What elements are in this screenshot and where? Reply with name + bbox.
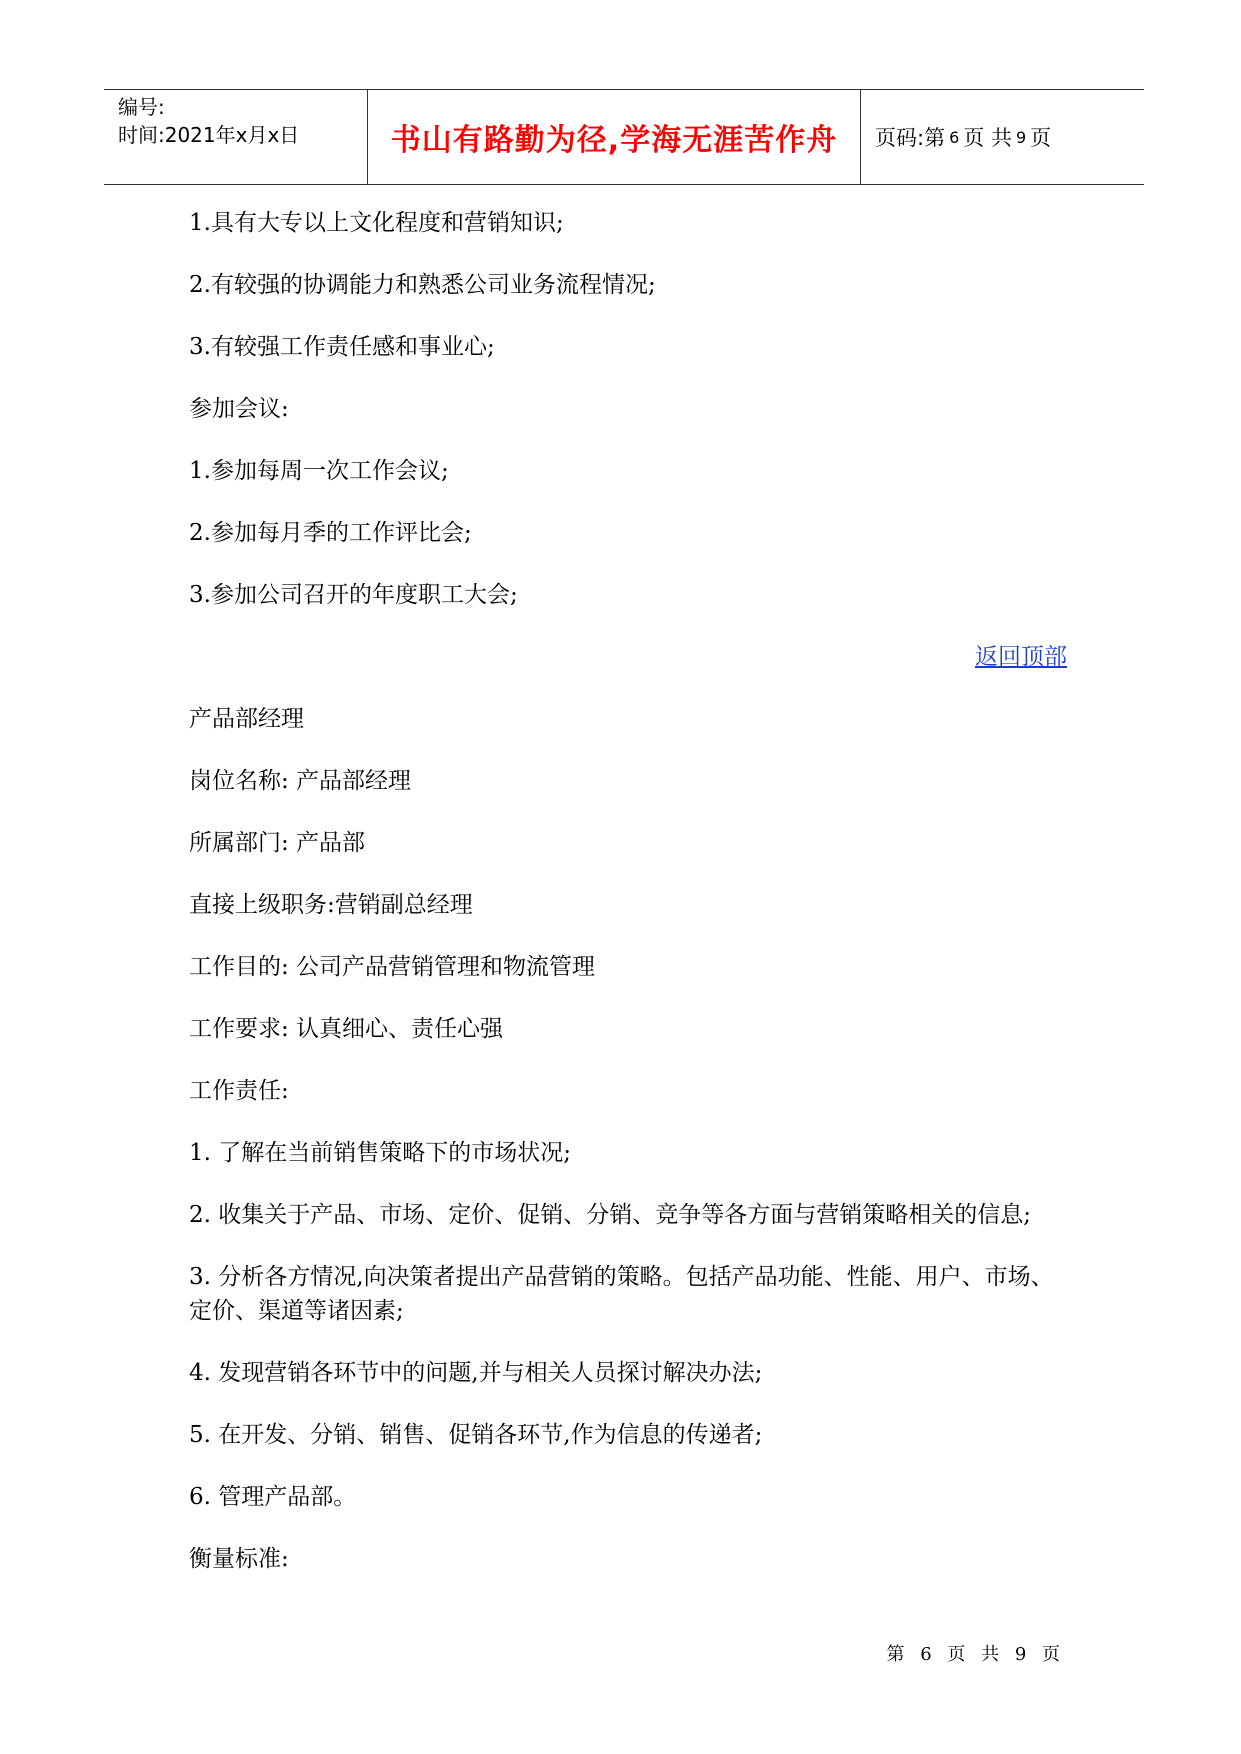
body-line: 1.参加每周一次工作会议; <box>189 458 449 484</box>
body-line: 参加会议: <box>189 396 289 422</box>
duty-line: 6. 管理产品部。 <box>189 1484 357 1510</box>
header-page-number <box>859 90 1144 184</box>
body-line: 2.有较强的协调能力和熟悉公司业务流程情况; <box>189 272 656 298</box>
field-line: 工作要求: 认真细心、责任心强 <box>189 1016 504 1042</box>
page-footer: 第 6 页 共 9 页 <box>886 1644 1062 1665</box>
page-header <box>104 89 1144 185</box>
header-info <box>118 90 368 184</box>
duty-line: 1. 了解在当前销售策略下的市场状况; <box>189 1140 572 1166</box>
field-line: 直接上级职务:营销副总经理 <box>189 892 473 918</box>
field-line: 工作目的: 公司产品营销管理和物流管理 <box>189 954 596 980</box>
header-motto: 书山有路勤为径,学海无涯苦作舟 <box>367 90 861 184</box>
page-mid: 页 共 <box>963 126 1012 150</box>
page-suffix: 页 <box>1030 126 1052 150</box>
section-title: 产品部经理 <box>189 706 304 732</box>
page-prefix: 页码:第 <box>875 126 946 150</box>
duty-line: 5. 在开发、分销、销售、促销各环节,作为信息的传递者; <box>189 1422 763 1448</box>
back-to-top-row <box>189 640 1067 674</box>
back-to-top-link[interactable]: 返回顶部 <box>975 644 1067 670</box>
body-line: 1.具有大专以上文化程度和营销知识; <box>189 210 564 236</box>
body-line: 3.参加公司召开的年度职工大会; <box>189 582 518 608</box>
document-body <box>189 199 1067 1576</box>
field-line: 工作责任: <box>189 1078 289 1104</box>
field-line: 岗位名称: 产品部经理 <box>189 768 412 794</box>
duty-line: 2. 收集关于产品、市场、定价、促销、分销、竞争等各方面与营销策略相关的信息; <box>189 1202 1032 1228</box>
duty-line: 4. 发现营销各环节中的问题,并与相关人员探讨解决办法; <box>189 1360 763 1386</box>
document-number-label: 编号: <box>118 95 165 119</box>
body-line: 2.参加每月季的工作评比会; <box>189 520 472 546</box>
duty-line: 3. 分析各方情况,向决策者提出产品营销的策略。包括产品功能、性能、用户、市场、定价、渠道等诸因素; <box>189 1264 1054 1324</box>
document-time: 时间:2021年x月x日 <box>118 123 300 147</box>
body-line: 3.有较强工作责任感和事业心; <box>189 334 495 360</box>
page-total: 9 <box>1015 127 1027 147</box>
page-current: 6 <box>949 127 960 147</box>
field-line: 所属部门: 产品部 <box>189 830 366 856</box>
duty-line: 衡量标准: <box>189 1546 289 1572</box>
